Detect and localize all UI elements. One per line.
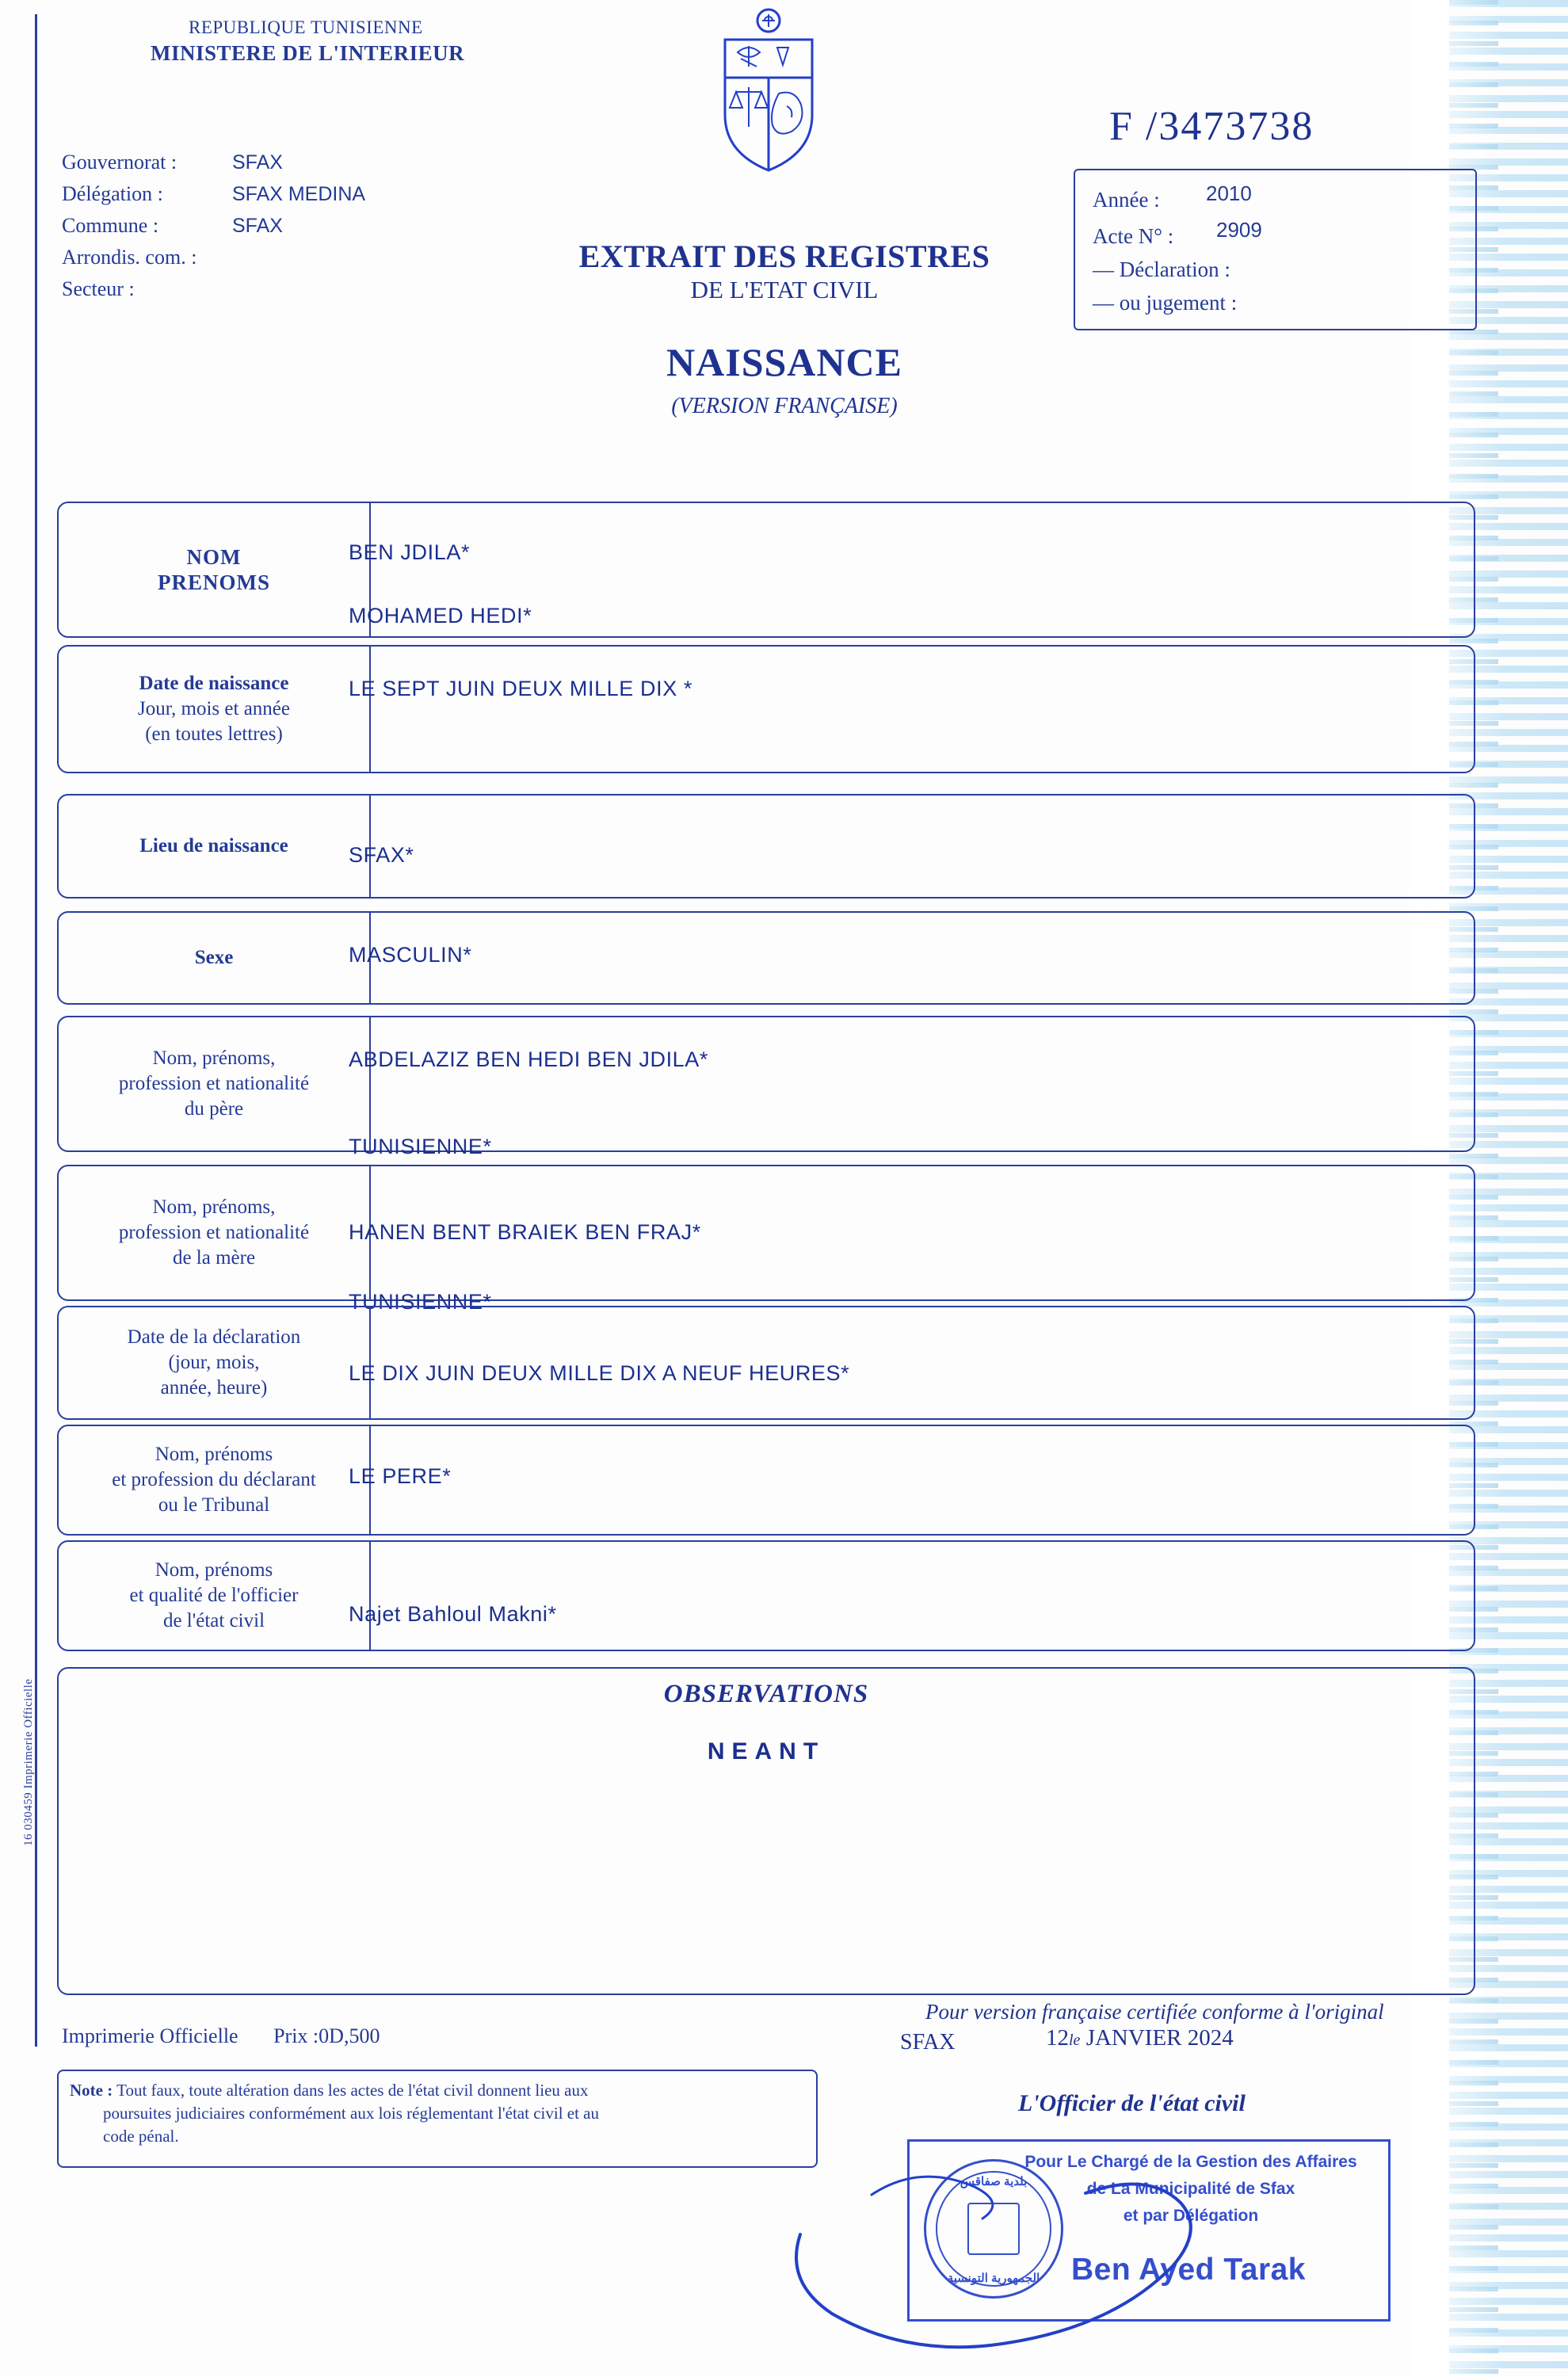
field-row-nom-prenoms [57,502,1475,638]
footer-printer-line [62,2024,380,2048]
acte-number-label: Acte N° : [1093,224,1174,248]
field-value-date-naissance: LE SEPT JUIN DEUX MILLE DIX * [349,677,693,700]
admin-row-gouvernorat [62,147,365,178]
certification-date [1046,2025,1234,2051]
legal-note-box [57,2070,818,2168]
stamp-line-3: et par Délégation [1123,2207,1259,2225]
field-value-prenoms: MOHAMED HEDI* [349,604,532,628]
field-row-pere [57,1016,1475,1152]
field-label-line: Nom, prénoms, [152,1047,276,1069]
field-row-sexe [57,911,1475,1005]
acte-reference-box [1074,169,1477,330]
field-label-line: et profession du déclarant [112,1469,316,1490]
admin-row-delegation [62,178,365,210]
field-value-mere-nationalite: TUNISIENNE* [349,1290,492,1314]
admin-row-commune [62,210,365,242]
admin-label-gouvernorat: Gouvernorat : [62,151,177,174]
administrative-block [62,147,365,305]
field-row-lieu-naissance [57,794,1475,899]
stamp-officer-name: Ben Ayed Tarak [1071,2253,1306,2287]
field-label-line: Lieu de naissance [139,835,288,857]
field-label-nom-prenoms [59,503,371,636]
observations-value: NEANT [707,1738,826,1765]
seal-text-bottom: الجمهورية التونسية [947,2272,1040,2285]
admin-row-arrondissement [62,242,365,273]
certification-statement: Pour version française certifiée conforme à l'original [925,2000,1384,2024]
admin-label-secteur: Secteur : [62,277,135,300]
field-value-date-declaration: LE DIX JUIN DEUX MILLE DIX A NEUF HEURES* [349,1361,850,1385]
republic-heading: REPUBLIQUE TUNISIENNE [189,17,423,37]
field-value-sexe: MASCULIN* [349,943,472,967]
printer-side-text: 16 030459 Imprimerie Officielle [22,1678,35,1846]
ministry-heading: MINISTERE DE L'INTERIEUR [151,41,465,65]
field-label-line: (jour, mois, [168,1352,260,1373]
admin-value-delegation: SFAX MEDINA [232,183,366,205]
legal-note-line2: poursuites judiciaires conformément aux lois réglementant l'état civil et au [103,2104,600,2123]
field-label-pere [59,1017,371,1150]
acte-year-value: 2010 [1206,181,1252,205]
admin-label-arrondissement: Arrondis. com. : [62,246,197,269]
field-value-pere-nom: ABDELAZIZ BEN HEDI BEN JDILA* [349,1047,709,1071]
field-label-line: Date de naissance [139,673,289,694]
field-label-declarant [59,1426,371,1534]
field-row-declarant [57,1425,1475,1536]
field-row-mere [57,1165,1475,1301]
certification-date-day: 12 [1046,2025,1069,2051]
seal-text-top: بلدية صفاقس [959,2175,1028,2188]
admin-label-commune: Commune : [62,214,159,237]
document-version-label: (VERSION FRANÇAISE) [671,394,898,418]
field-label-sexe [59,913,371,1003]
footer-printer: Imprimerie Officielle [62,2024,238,2047]
field-label-line: Sexe [194,947,234,968]
field-label-date-declaration [59,1307,371,1418]
coat-of-arms-icon [701,8,836,174]
document-type-title: NAISSANCE [666,340,902,384]
stamp-line-1: Pour Le Chargé de la Gestion des Affaires [1024,2153,1357,2171]
field-label-line: du père [184,1098,244,1120]
document-title-line2: DE L'ETAT CIVIL [690,276,879,303]
field-label-line: Date de la déclaration [127,1326,301,1348]
field-label-lieu-naissance [59,796,371,897]
certification-place: SFAX [900,2030,956,2055]
field-label-line: Nom, prénoms [155,1444,273,1465]
admin-value-gouvernorat: SFAX [232,151,283,174]
field-value-officier: Najet Bahloul Makni* [349,1602,557,1626]
officer-signature-title: L'Officier de l'état civil [1018,2090,1246,2116]
footer-price-label: Prix : [273,2024,319,2047]
field-value-declarant: LE PERE* [349,1464,452,1488]
admin-value-commune: SFAX [232,215,283,237]
serial-number: F /3473738 [1109,104,1314,149]
field-value-mere-nom: HANEN BENT BRAIEK BEN FRAJ* [349,1220,701,1244]
acte-number-value: 2909 [1216,218,1262,242]
legal-note-line1: Tout faux, toute altération dans les actes de l'état civil donnent lieu aux [116,2081,589,2100]
observations-title: OBSERVATIONS [663,1680,869,1708]
admin-label-delegation: Délégation : [62,182,163,205]
certification-date-le: le [1069,2032,1081,2049]
field-label-line: Nom, prénoms, [152,1196,276,1218]
field-label-line: (en toutes lettres) [145,723,283,745]
field-value-lieu-naissance: SFAX* [349,843,414,867]
field-label-line: et qualité de l'officier [129,1585,299,1606]
field-label-line: année, heure) [160,1377,268,1398]
legal-note-prefix: Note : [70,2081,113,2100]
field-value-nom: BEN JDILA* [349,540,471,564]
footer-price-value: 0D,500 [319,2024,380,2047]
official-stamp [907,2139,1391,2322]
acte-judgement-label: — ou jugement : [1093,291,1238,315]
field-label-mere [59,1166,371,1299]
field-label-line: PRENOMS [158,570,270,594]
document-title-line1: EXTRAIT DES REGISTRES [578,238,990,274]
field-label-line: NOM [186,545,242,569]
observations-box [57,1667,1475,1995]
field-label-line: ou le Tribunal [158,1494,270,1516]
acte-year-label: Année : [1093,188,1160,212]
field-label-date-naissance [59,647,371,772]
admin-row-secteur [62,273,365,305]
field-label-line: profession et nationalité [118,1222,310,1243]
stamp-line-2: de La Municipalité de Sfax [1086,2180,1295,2198]
field-row-officier [57,1540,1475,1651]
acte-declaration-label: — Déclaration : [1093,258,1230,281]
legal-note-line3: code pénal. [103,2127,179,2146]
field-label-line: Nom, prénoms [155,1559,273,1581]
field-label-line: profession et nationalité [118,1073,310,1094]
field-row-date-naissance [57,645,1475,773]
field-label-officier [59,1542,371,1650]
field-label-line: de l'état civil [162,1610,265,1631]
certification-date-rest: JANVIER 2024 [1085,2025,1234,2051]
field-value-pere-nationalite: TUNISIENNE* [349,1135,492,1158]
field-label-line: de la mère [172,1247,256,1269]
field-label-line: Jour, mois et année [137,698,290,719]
